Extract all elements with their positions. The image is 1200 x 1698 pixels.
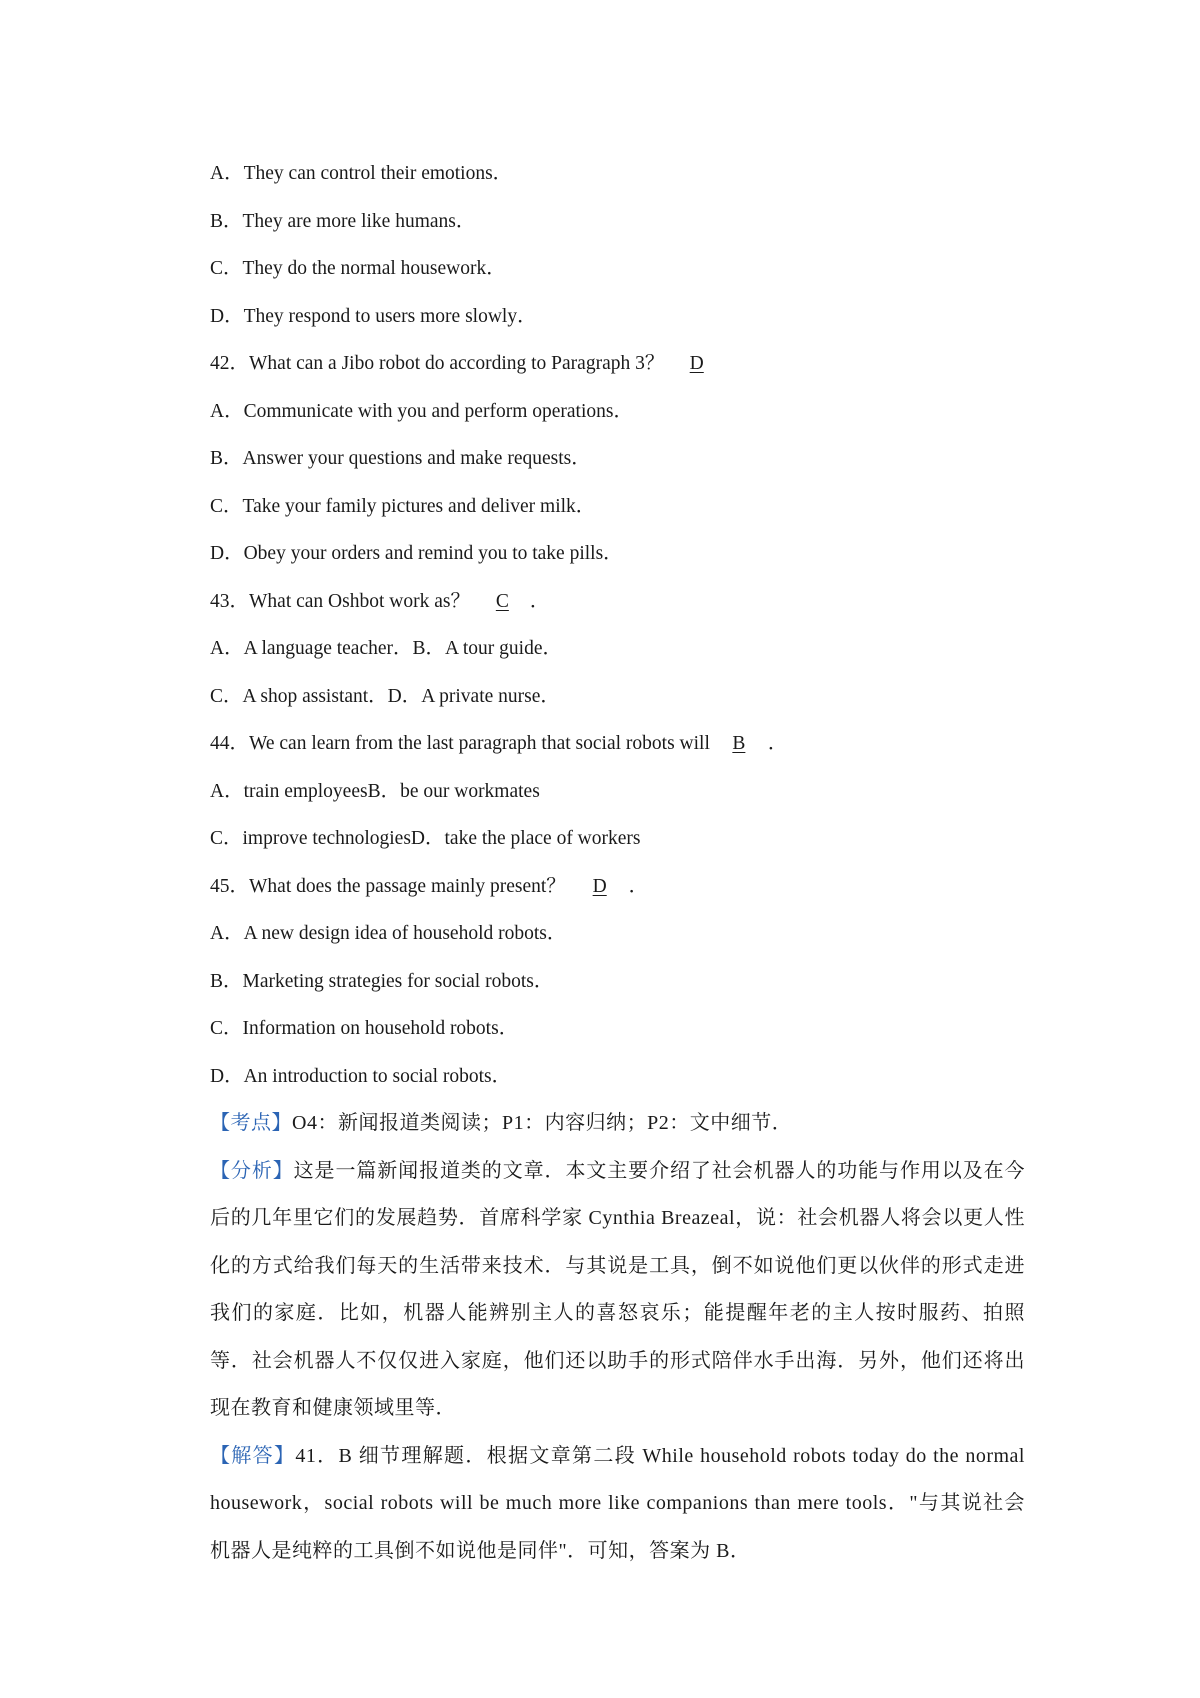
option-41-a: A．They can control their emotions． [210, 163, 513, 184]
option-45-b: B．Marketing strategies for social robots． [210, 970, 554, 992]
option-42-b: B．Answer your questions and make requests． [210, 448, 591, 469]
kaodian-tag: 【考点】 [210, 1112, 292, 1134]
question-45: 45．What does the passage mainly present？ D ． [210, 863, 1025, 911]
option-41-d: D．They respond to users more slowly． [210, 305, 537, 327]
document-page [210, 150, 1025, 1575]
question-42: 42．What can a Jibo robot do according to Paragraph 3？ D [210, 340, 1025, 388]
option-42-c: C．Take your family pictures and deliver milk． [210, 495, 596, 517]
fenxi-section: 【分析】这是一篇新闻报道类的文章．本文主要介绍了社会机器人的功能与作用以及在今后的几年里它们的发展趋势．首席科学家 Cynthia Breazeal，说：社会机器人将会以更人性化的方式给我们每天的生活带来技术．与其说是工具，倒不如说他们更以伙伴的形式走进我们的家庭．比如，机器人能辨别主人的喜怒哀乐；能提醒年老的主人按时服药、拍照等．社会机器人不仅仅进入家庭，他们还以助手的形式陪伴水手出海．另外，他们还将出现在教育和健康领域里等． [210, 1159, 1026, 1419]
answer-45: D [592, 875, 607, 897]
jieda-tag: 【解答】 [210, 1444, 296, 1467]
option-45-c: C．Information on household robots． [210, 1018, 519, 1039]
answer-44: B [732, 733, 746, 754]
answer-43: C [495, 590, 509, 612]
options-43-line-1: A．A language teacher．B．A tour guide． [210, 638, 562, 659]
jieda-section: 【解答】41．B 细节理解题．根据文章第二段 While household robots today do the normal housework，social robots will be much more like companions than mere tools．"与其说社会机器人是纯粹的工具倒不如说他是同伴"．可知，答案为 B． [210, 1444, 1025, 1562]
option-41-c: C．They do the normal housework． [210, 258, 506, 279]
option-42-a: A．Communicate with you and perform operations． [210, 400, 633, 422]
option-45-a: A．A new design idea of household robots． [210, 923, 567, 944]
options-44-line-2: C．improve technologiesD．take the place of workers [210, 828, 641, 849]
question-44: 44．We can learn from the last paragraph that social robots will B ． [210, 720, 1025, 768]
fenxi-tag: 【分析】 [210, 1159, 294, 1182]
question-43: 43．What can Oshbot work as？ C ． [210, 578, 1025, 626]
options-44-line-1: A．train employeesB．be our workmates [210, 780, 540, 802]
options-43-line-2: C．A shop assistant．D．A private nurse． [210, 685, 560, 707]
option-45-d: D．An introduction to social robots． [210, 1065, 512, 1087]
option-41-b: B．They are more like humans． [210, 210, 476, 232]
kaodian-section: 【考点】O4：新闻报道类阅读；P1：内容归纳；P2：文中细节． [210, 1112, 793, 1134]
option-42-d: D．Obey your orders and remind you to take pills． [210, 543, 623, 564]
answer-42: D [689, 353, 704, 374]
